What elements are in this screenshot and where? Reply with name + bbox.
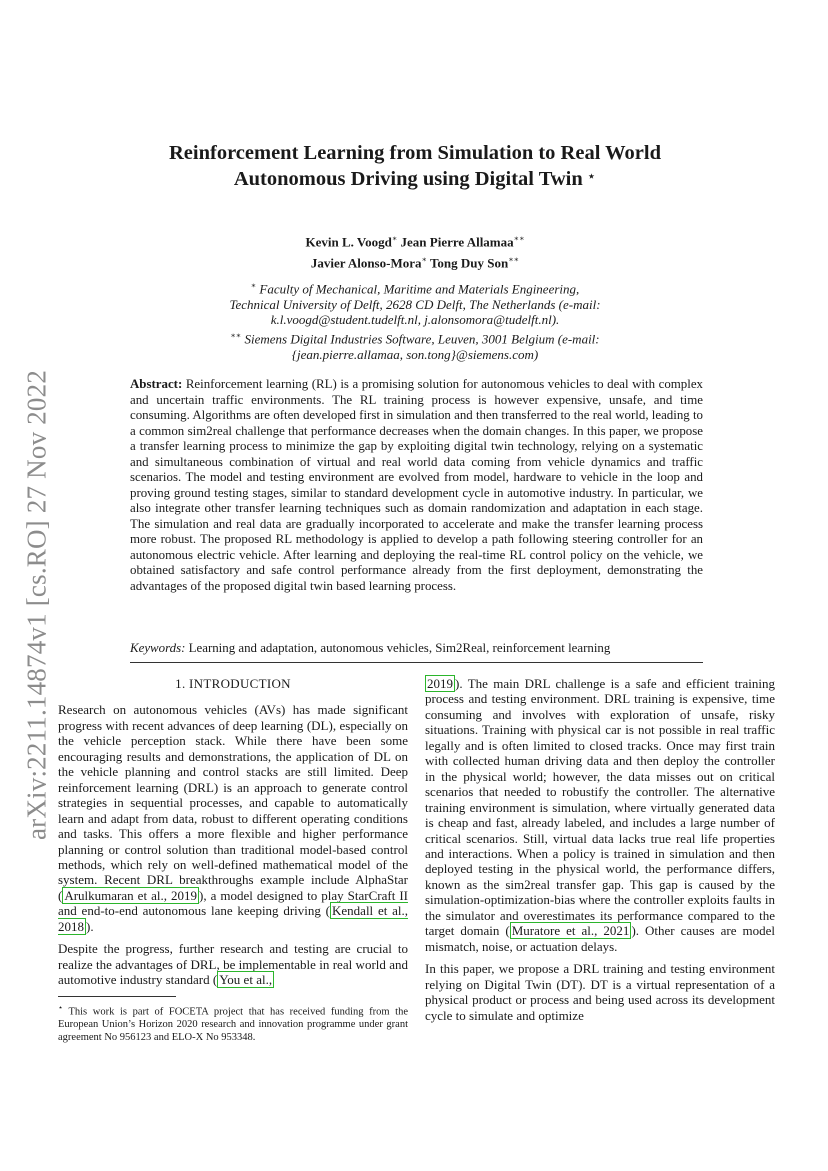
title-footnote-mark: ⋆ xyxy=(586,168,597,185)
affiliation-mark: ∗ xyxy=(250,281,257,290)
arxiv-identifier-stamp xyxy=(22,355,52,855)
abstract-text: Reinforcement learning (RL) is a promising solution for autonomous vehicles to deal with complex and uncertain traffic environments. The RL training process is however expensive, unsafe, and time consuming. Algorithms are often developed first in simulation and then transferred to the real world, leading to a common sim2real challenge that performance decreases when the domain changes. In this paper, we propose a transfer learning process to minimize the gap by exploiting digital twin technology, relying on a systematic and simultaneous combination of virtual and real world data coming from vehicle dynamics and traffic scenarios. The model and testing environment are evolved from model, hardware to vehicle in the loop and proving ground testing stages, similar to standard development cycle in automotive industry. In particular, we also integrate other transfer learning techniques such as domain randomization and adaptation in each stage. The simulation and real data are gradually incorporated to accelerate and make the transfer learning process more robust. The proposed RL methodology is applied to develop a path following steering controller for an autonomous electric vehicle. After learning and deploying the real-time RL control policy on the vehicle, we obtained satisfactory and safe control performance already from the first deployment, demonstrating the advantages of the proposed digital twin based learning process. xyxy=(130,377,703,593)
abstract xyxy=(130,377,703,594)
paragraph xyxy=(58,941,408,987)
citation-link[interactable]: Kendall et al., 2018 xyxy=(58,903,408,934)
footnote-rule xyxy=(58,996,176,997)
paragraph xyxy=(425,676,775,954)
abstract-divider xyxy=(130,662,703,663)
author-name: Tong Duy Son xyxy=(429,255,509,271)
citation-link[interactable]: 2019 xyxy=(427,676,453,691)
footnote-mark: ⋆ xyxy=(58,1002,64,1012)
paper-title xyxy=(140,141,690,192)
citation-link[interactable]: Muratore et al., 2021 xyxy=(511,923,630,939)
author-name: Javier Alonso-Mora xyxy=(310,255,422,271)
affiliation-line: Technical University of Delft, 2628 CD Delft, The Netherlands (e-mail: xyxy=(229,296,601,312)
affiliation-line: Siemens Digital Industries Software, Leuven, 3001 Belgium (e-mail: xyxy=(244,331,600,347)
keywords-text: Learning and adaptation, autonomous vehicles, Sim2Real, reinforcement learning xyxy=(188,641,611,655)
paragraph-text: ). xyxy=(86,918,94,934)
right-column xyxy=(425,676,775,1030)
author-affiliation-mark: ∗∗ xyxy=(508,255,520,265)
abstract-label: Abstract: xyxy=(130,377,183,391)
paragraph xyxy=(58,702,408,934)
author-name: Kevin L. Voogd xyxy=(305,234,392,250)
author-name: Jean Pierre Allamaa xyxy=(400,234,514,250)
section-heading: 1. INTRODUCTION xyxy=(175,676,291,691)
paragraph-text: ), a model designed to play StarCraft II and end-to-end autonomous lane keeping driving ( xyxy=(58,887,408,919)
paragraph-text: Research on autonomous vehicles (AVs) has made significant progress with recent advances of deep learning (DL), especially on the vehicle perception stack. While there have been some encouraging results and demonstrations, the application of DL on the vehicle planning and control stacks are still limited. Deep reinforcement learning (DRL) is an approach to generate control strategies in sequential processes, and capable to automatically learn and adapt from data, robust to different operating conditions and tasks. This offers a more flexible and higher performance planning or control solution than traditional model-based control methods, which rely on well-defined mathematical model of the system. Recent DRL breakthroughs example include AlphaStar ( xyxy=(58,702,408,903)
author-affiliation-mark: ∗ xyxy=(391,234,398,243)
citation-link[interactable]: Arulkumaran et al., 2019 xyxy=(64,887,197,903)
paragraph-text: ). Other causes are model mismatch, noise, or actuation delays. xyxy=(425,923,775,954)
affiliation-email: k.l.voogd@student.tudelft.nl, j.alonsomora@tudelft.nl). xyxy=(270,312,560,328)
footnote-text: This work is part of FOCETA project that has received funding from the European Union’s Horizon 2020 research and innovation programme under grant agreement No 956123 and ELO-X No 953348. xyxy=(58,1006,408,1044)
footnote xyxy=(58,1001,408,1045)
paragraph-text: Despite the progress, further research and testing are crucial to realize the advantages of DRL, be implementable in real world and automotive industry standard ( xyxy=(58,941,408,988)
paragraph-text: In this paper, we propose a DRL training and testing environment relying on Digital Twin (DT). DT is a virtual representation of a physical product or process and being used across its development cycle to simulate and optimize xyxy=(425,961,775,1023)
affiliation-line: Faculty of Mechanical, Maritime and Materials Engineering, xyxy=(259,281,580,297)
keywords-label: Keywords: xyxy=(130,641,186,655)
affiliation-mark: ∗∗ xyxy=(230,330,242,340)
author-affiliation-mark: ∗ xyxy=(421,255,427,265)
keywords xyxy=(130,641,703,657)
left-column xyxy=(58,676,408,1044)
affiliations xyxy=(140,278,690,362)
paragraph xyxy=(425,961,775,1023)
citation-link[interactable]: You et al., xyxy=(219,972,273,988)
author-affiliation-mark: ∗∗ xyxy=(513,234,525,243)
arxiv-stamp-text: arXiv:2211.14874v1 [cs.RO] 27 Nov 2022 xyxy=(21,369,52,841)
title-text: Reinforcement Learning from Simulation to Real World Autonomous Driving using Digital Twin xyxy=(169,142,661,190)
author-list xyxy=(140,230,690,273)
affiliation-email: {jean.pierre.allamaa, son.tong}@siemens.com) xyxy=(291,346,539,362)
paragraph-text: ). The main DRL challenge is a safe and efficient training process and testing environment. DRL training is expensive, time consuming and involves with exploration of unsafe, risky situations. Training with physical car is not possible in real traffic legally and is often limited to closed tracks. Once may first train with collected human driving data and then deploy the controller in the physical world; however, the data misses out on critical scenarios that needed to robustify the controller. The alternative training environment is simulation, where virtually generated data is cheap and fast, already labeled, and includes a large number of critical scenarios. Still, virtual data lacks true real life properties and interactions. When a policy is trained in simulation and then deployed testing in the physical world, the performance differs, known as the sim2real transfer gap. This gap is caused by the simulation-optimization-bias where the controller exploits faults in the simulator and overestimates its performance compared to the target domain ( xyxy=(425,676,775,939)
